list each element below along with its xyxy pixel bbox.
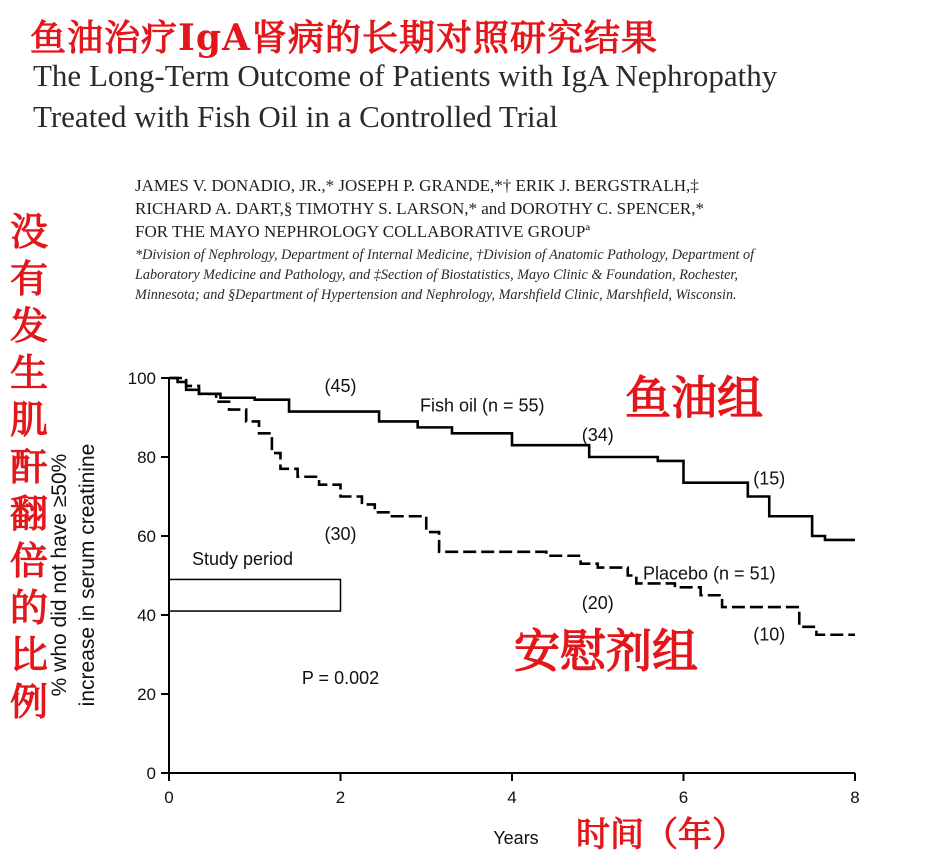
author-line-1: JAMES V. DONADIO, JR.,* JOSEPH P. GRANDE,*† ERIK J. BERGSTRALH,‡ bbox=[135, 176, 699, 195]
author-line-3: FOR THE MAYO NEPHROLOGY COLLABORATIVE GROUPª bbox=[135, 222, 591, 241]
affiliation-line-1: *Division of Nephrology, Department of Internal Medicine, †Division of Anatomic Pathology, Department of bbox=[135, 247, 755, 263]
y-axis-label-line-2: increase in serum creatinine bbox=[76, 443, 99, 707]
x-axis-label: Years bbox=[493, 828, 539, 848]
english-title-line-1: The Long-Term Outcome of Patients with IgA Nephropathy bbox=[33, 58, 778, 93]
x-axis-cn-label: 时间（年） bbox=[576, 815, 746, 855]
y-tick-label: 40 bbox=[137, 606, 156, 625]
english-title-line-2: Treated with Fish Oil in a Controlled Trial bbox=[33, 99, 559, 134]
chinese-y-axis-label: 没有发生肌酐翻倍的比例 bbox=[9, 209, 48, 724]
x-tick-label: 2 bbox=[335, 788, 346, 807]
placebo-count-2y: (30) bbox=[324, 523, 357, 544]
affiliation-line-2: Laboratory Medicine and Pathology, and ‡Section of Biostatistics, Mayo Clinic & Foundation, Rochester, bbox=[135, 267, 738, 283]
y-axis-label-line-1: % who did not have ≥50% bbox=[48, 453, 71, 697]
y-tick-label: 100 bbox=[127, 369, 156, 388]
placebo-group-cn-label: 安慰剂组 bbox=[514, 624, 698, 678]
y-tick-label: 0 bbox=[146, 764, 156, 783]
x-tick-label: 0 bbox=[164, 788, 174, 807]
placebo-count-7y: (10) bbox=[753, 624, 786, 645]
y-tick-label: 60 bbox=[137, 527, 156, 546]
placebo-legend-label: Placebo (n = 51) bbox=[643, 563, 776, 584]
study-period-label: Study period bbox=[192, 549, 294, 569]
chart-labels bbox=[48, 371, 785, 855]
fish-oil-group-cn-label: 鱼油组 bbox=[625, 371, 763, 425]
fish-oil-legend-label: Fish oil (n = 55) bbox=[420, 395, 545, 416]
chart-axes bbox=[128, 369, 860, 807]
fish-oil-count-5y: (34) bbox=[581, 425, 614, 446]
x-tick-label: 6 bbox=[678, 788, 689, 807]
x-tick-label: 8 bbox=[850, 788, 860, 807]
p-value-label: P = 0.002 bbox=[301, 668, 380, 689]
chinese-title: 鱼油治疗IgA肾病的长期对照研究结果 bbox=[30, 17, 658, 59]
x-tick-label: 4 bbox=[507, 788, 517, 807]
study-period-box bbox=[169, 579, 341, 611]
affiliation-line-3: Minnesota; and §Department of Hypertension and Nephrology, Marshfield Clinic, Marshfield, Wisconsin. bbox=[135, 287, 737, 303]
y-tick-label: 80 bbox=[137, 448, 156, 467]
author-line-2: RICHARD A. DART,§ TIMOTHY S. LARSON,* and DOROTHY C. SPENCER,* bbox=[135, 199, 704, 218]
y-tick-label: 20 bbox=[137, 685, 156, 704]
fish-oil-count-7y: (15) bbox=[753, 468, 786, 489]
placebo-count-5y: (20) bbox=[581, 593, 614, 614]
fish-oil-count-2y: (45) bbox=[324, 375, 357, 396]
